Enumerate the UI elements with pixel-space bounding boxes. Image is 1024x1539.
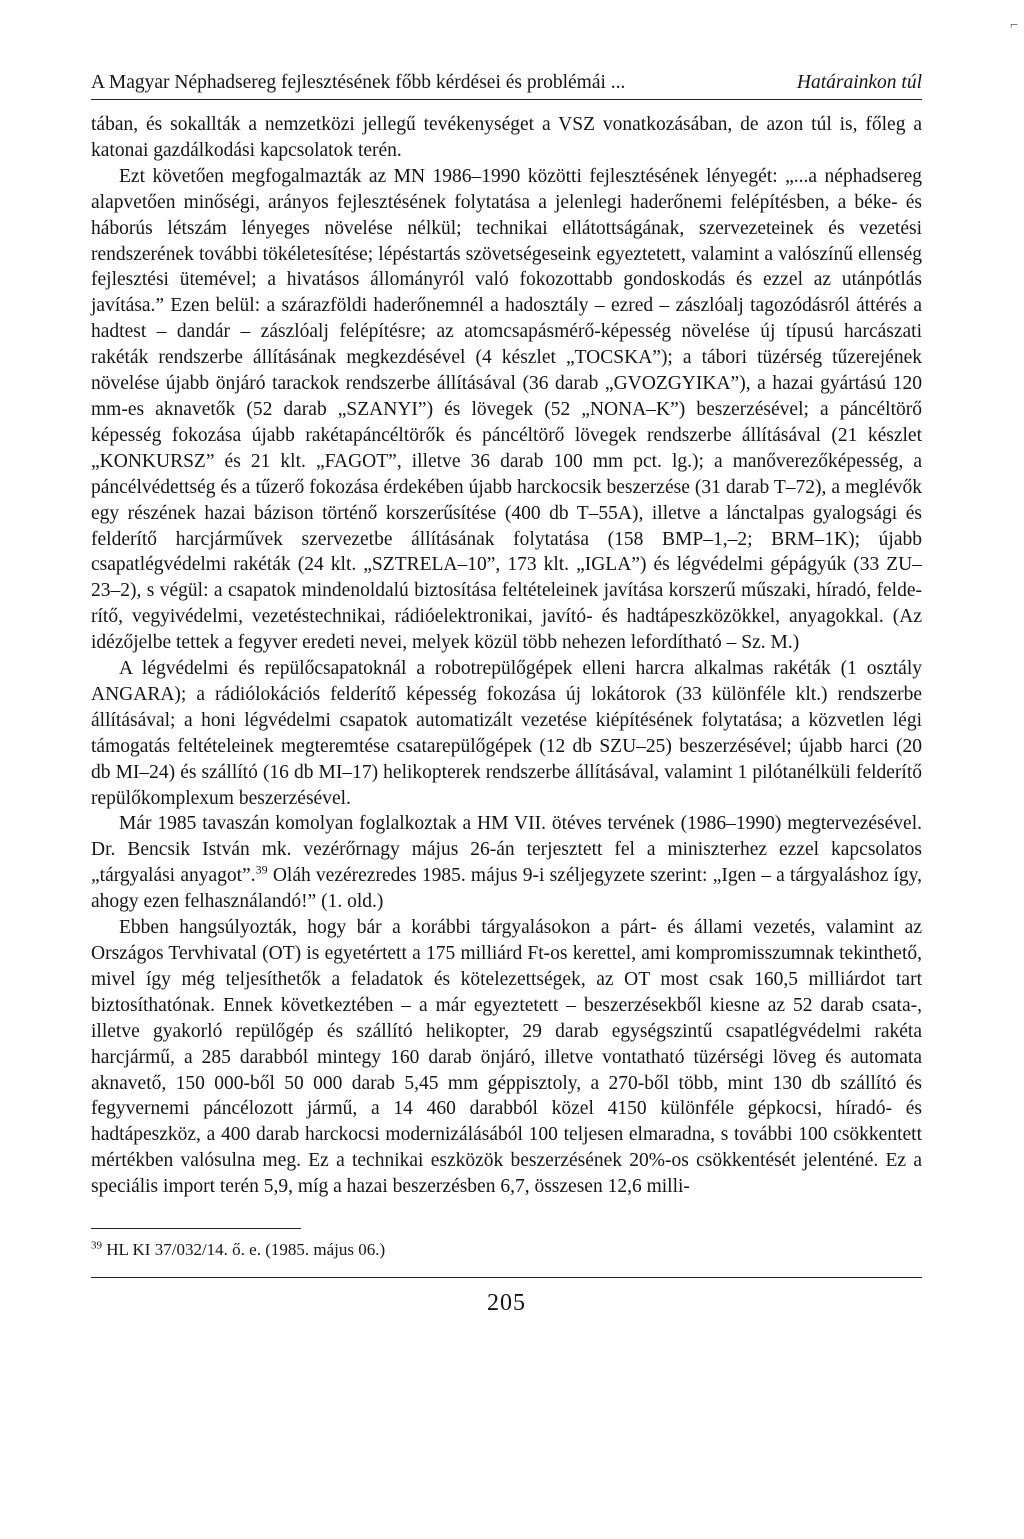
paragraph-text: Oláh vezérezredes 1985. május 9-i széljegyzete szerint: „Igen – a tárgyaláshoz így, ahogy ezen felhasználandó!” (1. old.) [91,865,922,913]
footnote [91,1239,922,1261]
scan-mark: ⌐ [1010,18,1018,33]
header-title: A Magyar Néphadsereg fejlesztésének főbb kérdései és problémái ... [91,72,626,93]
paragraph [91,811,922,915]
page-number: 205 [487,1290,526,1317]
paragraph: A légvédelmi és repülőcsapatoknál a robotrepülőgépek elleni harcra alkalmas rakéták (1 osztály ANGARA); a rádiólokációs felderítő képesség fokozása új lokátorok (33 különféle klt.) rendszerbe állításával; a honi légvédelmi csapatok automatizált vezetése kiépítésének folytatása; a közvetlen légi támogatás feltételeinek megteremtése csatarepülőgépek (12 db SZU–25) beszerzésével; újabb harci (20 db MI–24) és szállító (16 db MI–17) helikopterek rendszerbe állításával, valamint 1 pilótanélküli felderítő repülőkomplexum beszerzésével. [91,658,922,809]
footnote-divider [91,1228,301,1229]
paragraph-text: Már 1985 tavaszán komolyan foglalkoztak a HM VII. ötéves tervének (1986–1990) megtervezésével. Dr. Bencsik István mk. vezérőrnagy május 26-án terjesztett fel a miniszterhez ezzel kapcsolatos „tárgyalási anyagot”. [91,813,922,887]
paragraph: Ebben hangsúlyozták, hogy bár a korábbi tárgyalásokon a párt- és állami vezetés, valamint az Országos Tervhivatal (OT) is egyetértett a 175 milliárd Ft-os kerettel, ami kompromisszumnak tekinthető, mivel így még teljesíthetők a feladatok és kötelezettségek, az OT most csak 160,5 milliárdot tart biztosíthatónak. Ennek következtében – a már egyeztetett – beszerzésekből kiesne az 52 darab csata-, illetve gyakorló repülőgép és szállító helikopter, 29 darab egységszintű csapatlégvédelmi rakéta harcjármű, a 285 darabból mintegy 160 darab önjáró, illetve vontatható tüzérségi löveg és automata aknavető, 150 000-ből 50 000 darab 5,45 mm géppisztoly, a 270-ből több, mint 130 db szállító és fegyvernemi páncélozott jármű, a 14 460 darabból közel 4150 különféle gépkocsi, híradó- és hadtápeszköz, a 400 darab harckocsi modernizálásából 100 teljesen elmaradna, s további 100 csökkentett mértékben valósulna meg. Ez a technikai eszközök beszerzésének 20%-os csökkentését jelenténé. Ez a speciális import terén 5,9, míg a hazai beszerzésben 6,7, összesen 12,6 milli- [91,917,922,1198]
paragraph: Ezt követően megfogalmazták az MN 1986–1990 közötti fejlesztésének lényegét: „...a néphadsereg alapvetően minőségi, arányos fejlesztésének folytatása a jelenlegi haderőnemi felépítésben, a béke- és háborús létszám lényeges növelése nélkül; technikai ellátottságának, szervezeteinek és vezetési rendszerének további tökéletesítése; lépéstartás szövetségeseink egyeztetett, valamint a valószínű ellenség fejlesztési ütemével; a hivatásos állományról való fokozottabb gondoskodás és ezzel az utánpótlás javítása.” Ezen belül: a szárazföldi haderőnemnél a hadosztály – ezred – zászlóalj tagozódásról áttérés a hadtest – dandár – zászlóalj felépítésre; az atomcsapásmérő-képesség növelése új típusú harcászati rakéták rendszerbe állításának megkezdésével (4 készlet „TOCSKA”); a tábori tüzérség tűzerejének növelése újabb önjáró tarackok rendszerbe állításával (36 darab „GVOZGYIKA”), a hazai gyártású 120 mm-es aknavetők (52 darab „SZANYI”) és lövegek (52 „NONA–K”) beszerzésével; a páncéltörő képesség fokozása újabb rakétapáncéltörők és páncéltörő lövegek rendszerbe állításával (21 készlet „KONKURSZ” és 21 klt. „FAGOT”, illetve 36 darab 100 mm pct. lg.); a manőverezőképesség, a páncélvédettség és a tűzerő fokozása érdekében újabb harckocsik beszerzése (31 darab T–72), a meglévők egy részének hazai bázison történő korszerűsítése (400 db T–55A), illetve a lánctalpas gyalogsági és felderítő harcjárművek szervezetbe állításának folytatása (158 BMP–1,–2; BRM–1K); újabb csapatlégvédelmi rakéták (24 klt. „SZTRELA–10”, 173 klt. „IGLA”) és légvédelmi gépágyúk (33 ZU–23–2), s végül: a csapatok mindenoldalú biztosítása feltételeinek javítása korszerű műszaki, híradó, felderítő, vegyivédelmi, vezetéstechnikai, rádióelektronikai, javító- és hadtápeszközökkel, anyagokkal. (Az idézőjelbe tettek a fegyver eredeti nevei, melyek közül több nehezen lefordítható – Sz. M.) [91,165,922,654]
footnote-text: HL KI 37/032/14. ő. e. (1985. május 06.) [106,1240,386,1260]
running-header [91,70,922,100]
body-text [91,112,922,1200]
header-section: Határainkon túl [796,72,922,93]
document-page [91,70,922,1317]
footnote-reference[interactable]: 39 [255,862,268,877]
page-number-divider [91,1277,922,1278]
footnote-number: 39 [91,1239,102,1252]
paragraph: tában, és sokallták a nemzetközi jellegű tevékenységet a VSZ vonatkozásában, de azon túl is, főleg a katonai gazdálkodási kapcsolatok terén. [91,114,922,161]
